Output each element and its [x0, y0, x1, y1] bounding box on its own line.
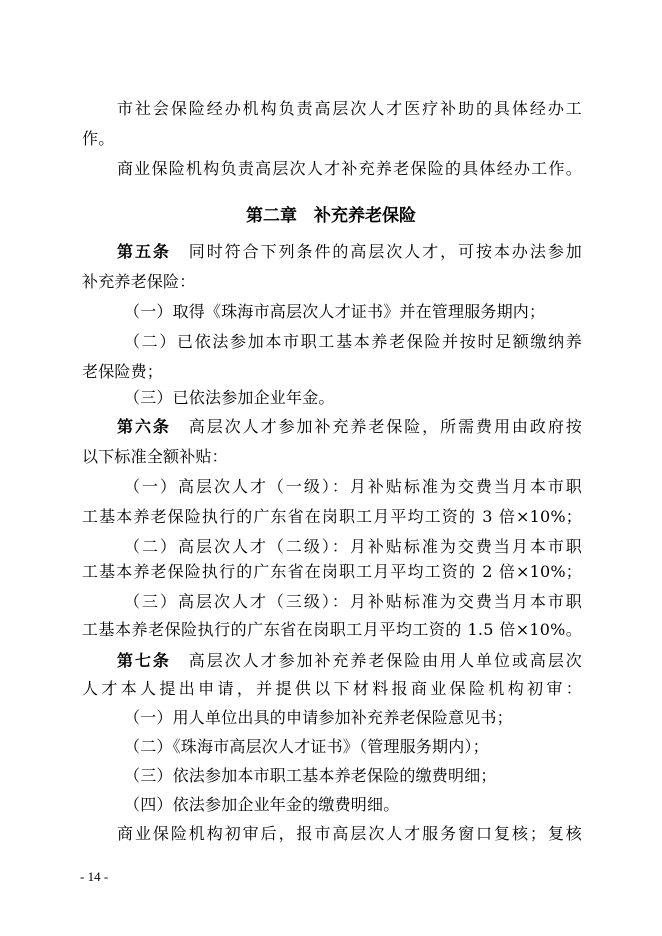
list-item: （一）用人单位出具的申请参加补充养老保险意见书； [124, 708, 513, 727]
paragraph-line: 人才本人提出申请，并提供以下材料报商业保险机构初审： [82, 679, 582, 698]
article-text: 同时符合下列条件的高层次人才，可按本办法参加 [170, 242, 582, 261]
list-item: （二）高层次人才（二级）：月补贴标准为交费当月本市职 [124, 537, 582, 556]
paragraph-line: 工基本养老保险执行的广东省在岗职工月平均工资的 2 倍×10%； [82, 562, 582, 581]
article-text: 高层次人才参加补充养老保险，所需费用由政府按 [170, 417, 582, 436]
list-item: （三）已依法参加企业年金。 [124, 388, 335, 407]
article-text: 高层次人才参加补充养老保险由用人单位或高层次 [170, 651, 582, 670]
chapter-heading: 第二章 补充养老保险 [246, 206, 416, 226]
article-label: 第六条 [117, 417, 171, 436]
article-label: 第五条 [117, 242, 171, 261]
article-6-line [117, 416, 582, 438]
article-7-line [117, 650, 582, 672]
article-5-line [117, 241, 582, 263]
paragraph-line: 工基本养老保险执行的广东省在岗职工月平均工资的 1.5 倍×10%。 [82, 620, 582, 639]
list-item: （二）《珠海市高层次人才证书》（管理服务期内）； [124, 737, 489, 756]
list-item: （一）高层次人才（一级）：月补贴标准为交费当月本市职 [124, 477, 582, 496]
list-item: （四）依法参加企业年金的缴费明细。 [124, 795, 400, 814]
paragraph-line: 市社会保险经办机构负责高层次人才医疗补助的具体经办工 [117, 99, 582, 118]
paragraph-line: 商业保险机构初审后，报市高层次人才服务窗口复核；复核 [117, 824, 582, 843]
paragraph-line: 补充养老保险： [82, 272, 196, 291]
paragraph-line: 以下标准全额补贴： [82, 447, 228, 466]
paragraph-line: 作。 [82, 129, 115, 148]
paragraph-line: 工基本养老保险执行的广东省在岗职工月平均工资的 3 倍×10%； [82, 507, 582, 526]
paragraph-line: 老保险费； [82, 362, 164, 381]
list-item: （三）高层次人才（三级）：月补贴标准为交费当月本市职 [124, 592, 582, 611]
paragraph-line: 商业保险机构负责高层次人才补充养老保险的具体经办工作。 [117, 159, 582, 178]
article-label: 第七条 [117, 651, 171, 670]
list-item: （一）取得《珠海市高层次人才证书》并在管理服务期内； [124, 302, 546, 321]
list-item: （三）依法参加本市职工基本养老保险的缴费明细； [124, 766, 497, 785]
list-item: （二）已依法参加本市职工基本养老保险并按时足额缴纳养 [124, 332, 582, 351]
page-number: - 14 - [80, 869, 109, 884]
